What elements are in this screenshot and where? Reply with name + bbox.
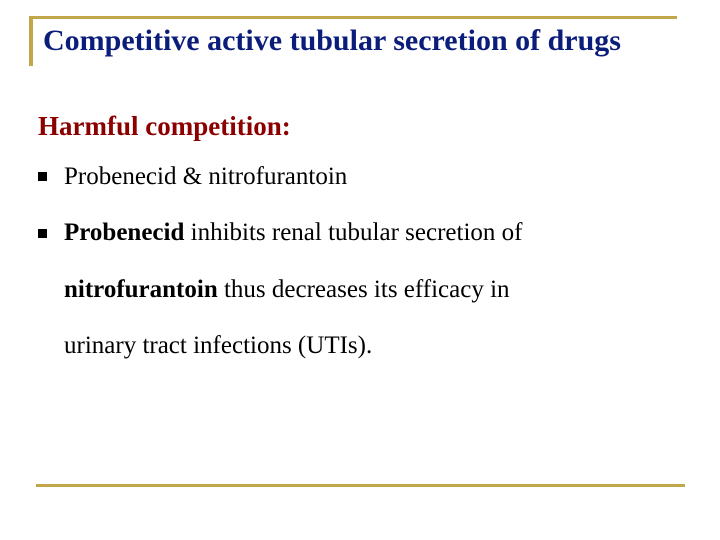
drug-name-probenecid: Probenecid [64,219,185,246]
section-heading: Harmful competition: [38,111,291,141]
bullet-2-line-2 [64,276,510,304]
bottom-rule [36,484,685,487]
bullet-2-line-1 [64,219,522,247]
title-frame-left-rule [29,16,33,66]
bullet-1-text: Probenecid & nitrofurantoin [64,163,348,190]
bullet-2-line-1-rest: inhibits renal tubular secretion of [184,219,523,246]
title-frame-top-rule [29,16,677,19]
drug-name-nitrofurantoin: nitrofurantoin [64,276,218,303]
slide-title: Competitive active tubular secretion of drugs [43,24,621,57]
bullet-square-icon [38,229,47,238]
bullet-2-line-3: urinary tract infections (UTIs). [64,332,373,359]
bullet-square-icon [38,172,47,181]
title-frame [29,16,677,66]
bullet-2-line-2-rest: thus decreases its efficacy in [217,276,510,303]
